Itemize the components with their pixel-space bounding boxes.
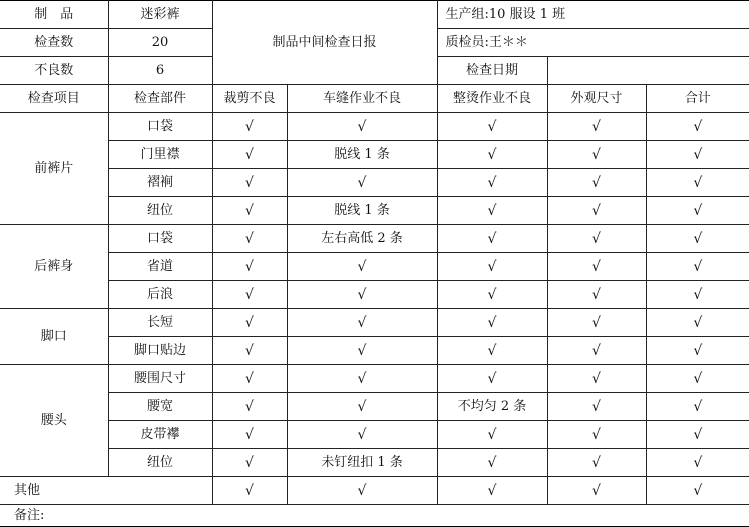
check-mark: √	[212, 225, 287, 253]
checked-count-label: 检查数	[0, 29, 108, 57]
check-mark: √	[437, 197, 547, 225]
check-mark: √	[437, 309, 547, 337]
check-mark: √	[212, 421, 287, 449]
check-mark: √	[212, 113, 287, 141]
product-value: 迷彩裤	[108, 1, 212, 29]
check-mark: √	[437, 253, 547, 281]
check-mark: √	[646, 393, 749, 421]
inspection-part: 腰宽	[108, 393, 212, 421]
inspection-item: 后裤身	[0, 225, 108, 309]
other-label: 其他	[0, 477, 212, 505]
table-row	[0, 449, 749, 477]
notes-label: 备注:	[0, 505, 749, 527]
check-mark: √	[547, 113, 646, 141]
check-mark: √	[287, 113, 437, 141]
other-row	[0, 477, 749, 505]
check-mark: √	[547, 169, 646, 197]
inspection-part: 腰围尺寸	[108, 365, 212, 393]
column-header: 整烫作业不良	[437, 85, 547, 113]
check-mark: √	[437, 421, 547, 449]
inspection-item: 前裤片	[0, 113, 108, 225]
table-row	[0, 113, 749, 141]
check-mark: √	[437, 169, 547, 197]
check-mark: √	[437, 365, 547, 393]
defect-count-value: 6	[108, 57, 212, 85]
column-header: 裁剪不良	[212, 85, 287, 113]
inspection-item: 腰头	[0, 365, 108, 477]
check-mark: √	[212, 393, 287, 421]
inspection-item: 脚口	[0, 309, 108, 365]
defect-note: 脱线 1 条	[287, 197, 437, 225]
check-mark: √	[287, 477, 437, 505]
report-title: 制品中间检查日报	[212, 1, 437, 85]
check-mark: √	[287, 253, 437, 281]
inspection-part: 口袋	[108, 113, 212, 141]
check-mark: √	[547, 421, 646, 449]
check-mark: √	[212, 477, 287, 505]
inspection-part: 皮带襻	[108, 421, 212, 449]
notes-row	[0, 505, 749, 527]
defect-note: 不均匀 2 条	[437, 393, 547, 421]
check-mark: √	[646, 141, 749, 169]
check-mark: √	[646, 225, 749, 253]
inspector: 质检员:王＊＊	[437, 29, 749, 57]
check-mark: √	[437, 477, 547, 505]
check-mark: √	[212, 141, 287, 169]
check-mark: √	[547, 197, 646, 225]
check-mark: √	[547, 309, 646, 337]
table-row	[0, 225, 749, 253]
defect-note: 未钉纽扣 1 条	[287, 449, 437, 477]
table-row	[0, 141, 749, 169]
check-mark: √	[547, 141, 646, 169]
check-mark: √	[547, 393, 646, 421]
check-mark: √	[437, 449, 547, 477]
check-mark: √	[287, 421, 437, 449]
check-date-value	[547, 57, 749, 85]
check-mark: √	[646, 309, 749, 337]
check-mark: √	[287, 365, 437, 393]
check-mark: √	[287, 393, 437, 421]
production-group: 生产组:10 服设 1 班	[437, 1, 749, 29]
check-mark: √	[547, 449, 646, 477]
check-mark: √	[547, 225, 646, 253]
check-mark: √	[646, 337, 749, 365]
check-mark: √	[437, 337, 547, 365]
column-header: 合计	[646, 85, 749, 113]
check-date-label: 检查日期	[437, 57, 547, 85]
check-mark: √	[437, 113, 547, 141]
check-mark: √	[287, 281, 437, 309]
inspection-part: 省道	[108, 253, 212, 281]
table-row	[0, 393, 749, 421]
check-mark: √	[646, 421, 749, 449]
table-row	[0, 309, 749, 337]
inspection-part: 门里襟	[108, 141, 212, 169]
check-mark: √	[646, 477, 749, 505]
inspection-part: 纽位	[108, 197, 212, 225]
check-mark: √	[212, 253, 287, 281]
check-mark: √	[287, 309, 437, 337]
table-row	[0, 169, 749, 197]
check-mark: √	[212, 337, 287, 365]
check-mark: √	[437, 281, 547, 309]
inspection-part: 纽位	[108, 449, 212, 477]
check-mark: √	[212, 197, 287, 225]
column-header-row	[0, 85, 749, 113]
column-header: 车缝作业不良	[287, 85, 437, 113]
defect-note: 脱线 1 条	[287, 141, 437, 169]
check-mark: √	[437, 225, 547, 253]
inspection-part: 长短	[108, 309, 212, 337]
check-mark: √	[646, 449, 749, 477]
column-header: 检查部件	[108, 85, 212, 113]
check-mark: √	[547, 253, 646, 281]
check-mark: √	[212, 309, 287, 337]
inspection-part: 褶裥	[108, 169, 212, 197]
check-mark: √	[287, 169, 437, 197]
check-mark: √	[646, 365, 749, 393]
check-mark: √	[212, 365, 287, 393]
check-mark: √	[547, 365, 646, 393]
checked-count-value: 20	[108, 29, 212, 57]
product-label: 制 品	[0, 1, 108, 29]
check-mark: √	[212, 449, 287, 477]
check-mark: √	[646, 281, 749, 309]
check-mark: √	[547, 477, 646, 505]
check-mark: √	[212, 281, 287, 309]
check-mark: √	[646, 113, 749, 141]
check-mark: √	[646, 197, 749, 225]
check-mark: √	[547, 337, 646, 365]
table-row	[0, 197, 749, 225]
defect-count-label: 不良数	[0, 57, 108, 85]
table-row	[0, 253, 749, 281]
table-row	[0, 281, 749, 309]
column-header: 检查项目	[0, 85, 108, 113]
header-row-1	[0, 1, 749, 29]
column-header: 外观尺寸	[547, 85, 646, 113]
table-row	[0, 421, 749, 449]
check-mark: √	[547, 281, 646, 309]
check-mark: √	[646, 169, 749, 197]
check-mark: √	[646, 253, 749, 281]
check-mark: √	[212, 169, 287, 197]
inspection-part: 口袋	[108, 225, 212, 253]
defect-note: 左右高低 2 条	[287, 225, 437, 253]
check-mark: √	[287, 337, 437, 365]
inspection-part: 脚口贴边	[108, 337, 212, 365]
inspection-part: 后浪	[108, 281, 212, 309]
table-row	[0, 365, 749, 393]
check-mark: √	[437, 141, 547, 169]
table-row	[0, 337, 749, 365]
